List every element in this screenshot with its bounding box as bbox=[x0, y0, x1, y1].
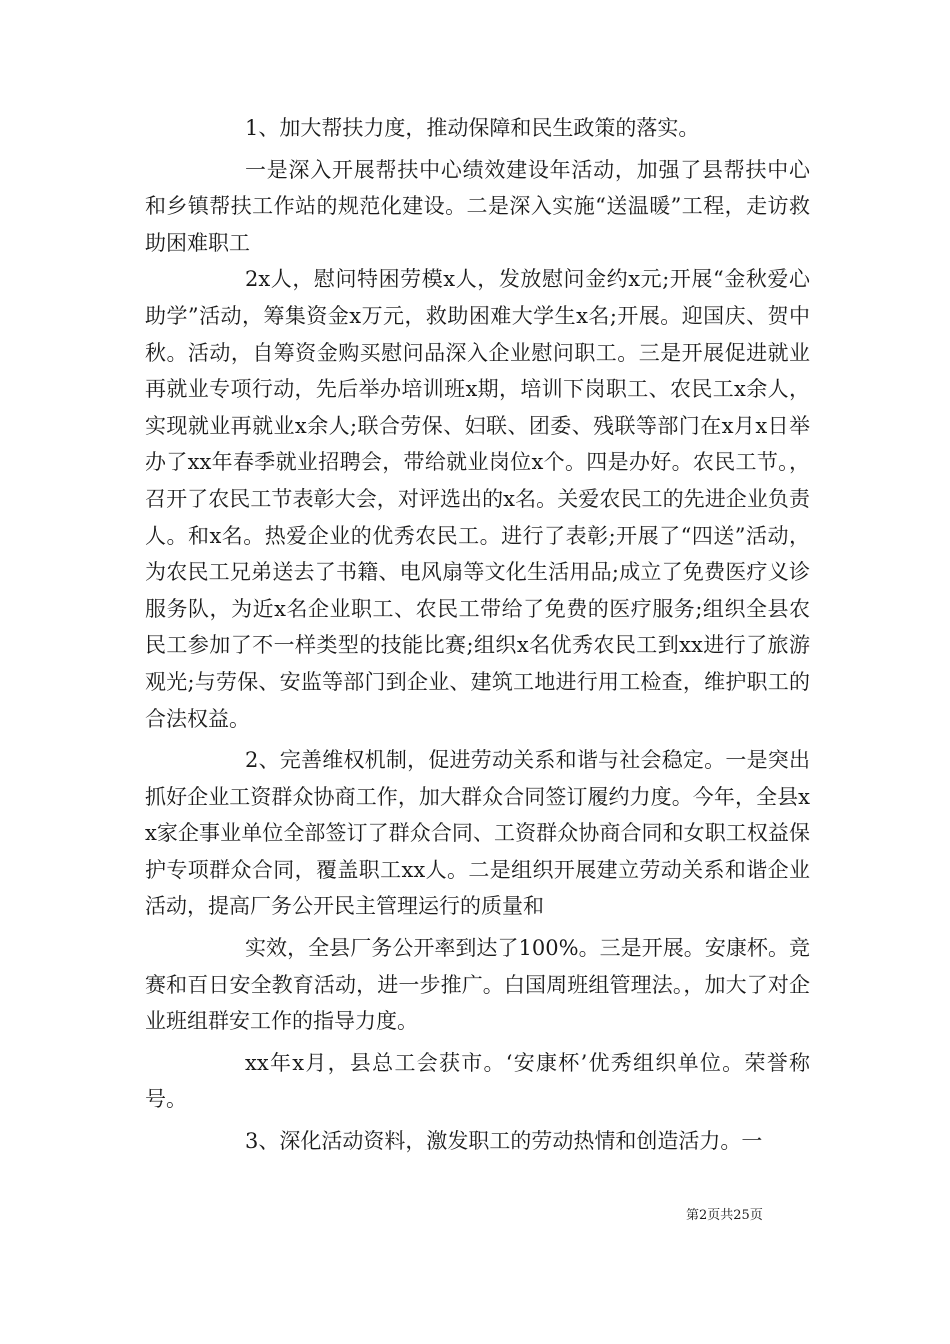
paragraph-7: 3、深化活动资料，激发职工的劳动热情和创造活力。一 bbox=[245, 1129, 763, 1154]
paragraph-2: 一是深入开展帮扶中心绩效建设年活动，加强了县帮扶中心和乡镇帮扶工作站的规范化建设。二是深入实施“送温暖”工程，走访救助困难职工 bbox=[145, 157, 810, 255]
paragraph-3: 2x人，慰问特困劳模x人，发放慰问金约x元;开展“金秋爱心助学”活动，筹集资金x万元，救助困难大学生x名;开展。迎国庆、贺中秋。活动，自筹资金购买慰问品深入企业慰问职工。三是开展促进就业再就业专项行动，先后举办培训班x期，培训下岗职工、农民工x余人，实现就业再就业x余人;联合劳保、妇联、团委、残联等部门在x月x日举办了xx年春季就业招聘会，带给就业岗位x个。四是办好。农民工节。，召开了农民工节表彰大会，对评选出的x名。关爱农民工的先进企业负责人。和x名。热爱企业的优秀农民工。进行了表彰;开展了“四送”活动，为农民工兄弟送去了书籍、电风扇等文化生活用品;成立了免费医疗义诊服务队，为近x名企业职工、农民工带给了免费的医疗服务;组织全县农民工参加了不一样类型的技能比赛;组织x名优秀农民工到xx进行了旅游观光;与劳保、安监等部门到企业、建筑工地进行用工检查，维护职工的合法权益。 bbox=[145, 267, 810, 731]
paragraph-5: 实效，全县厂务公开率到达了100%。三是开展。安康杯。竞赛和百日安全教育活动，进一步推广。白国周班组管理法。，加大了对企业班组群安工作的指导力度。 bbox=[145, 936, 810, 1034]
paragraph-1: 1、加大帮扶力度，推动保障和民生政策的落实。 bbox=[245, 116, 700, 140]
paragraph-4: 2、完善维权机制，促进劳动关系和谐与社会稳定。一是突出抓好企业工资群众协商工作，加大群众合同签订履约力度。今年，全县xx家企事业单位全部签订了群众合同、工资群众协商合同和女职工权益保护专项群众合同，覆盖职工xx人。二是组织开展建立劳动关系和谐企业活动，提高厂务公开民主管理运行的质量和 bbox=[145, 748, 810, 919]
document-body bbox=[145, 110, 810, 1165]
paragraph-6: xx年x月，县总工会获市。‘安康杯’优秀组织单位。荣誉称号。 bbox=[145, 1050, 810, 1112]
page-number: 第2页共25页 bbox=[686, 1208, 763, 1223]
